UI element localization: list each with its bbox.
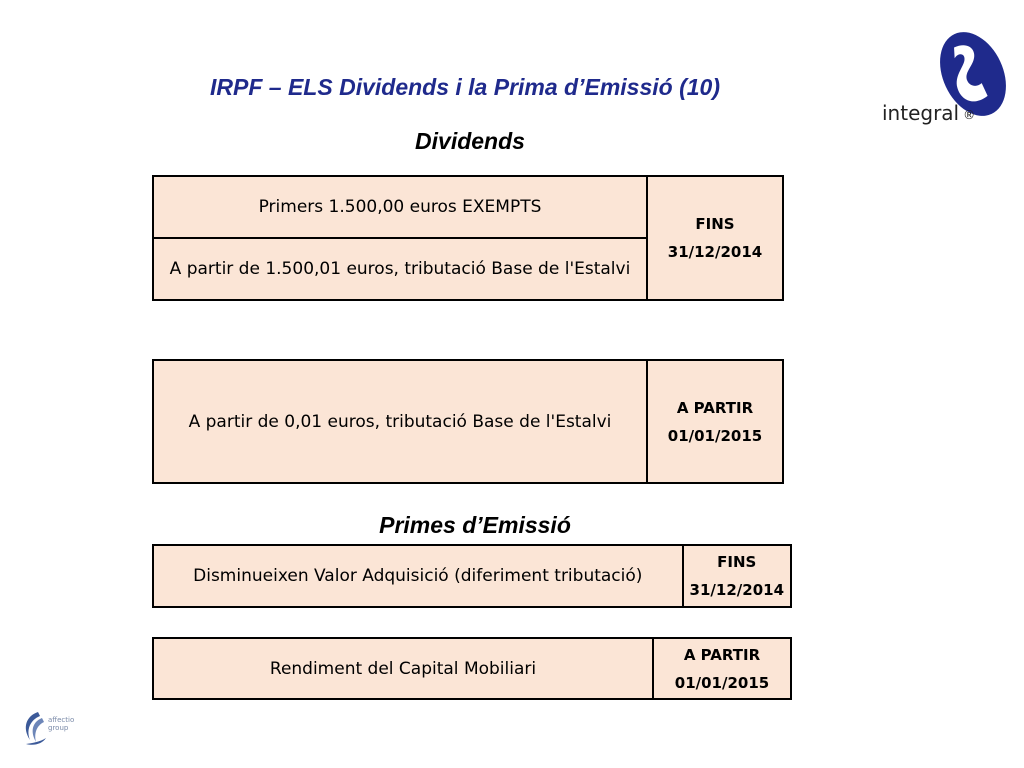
primes-capital-income-cell: Rendiment del Capital Mobiliari	[153, 638, 653, 699]
primes-period-cell	[683, 545, 791, 607]
period-date: 01/01/2015	[667, 426, 763, 445]
footer-line2: group	[48, 724, 69, 732]
registered-mark: ®	[963, 107, 976, 122]
period-label: FINS	[695, 215, 735, 233]
period-label: A PARTIR	[676, 398, 754, 417]
footer-brand-text	[48, 716, 74, 732]
brand-name: integral	[882, 101, 960, 125]
dividends-taxed-cell: A partir de 1.500,01 euros, tributació Base de l'Estalvi	[153, 238, 647, 300]
dividends-new-period-cell	[647, 360, 783, 483]
dividends-heading: Dividends	[415, 128, 525, 154]
dividends-exempt-cell: Primers 1.500,00 euros EXEMPTS	[153, 176, 647, 238]
period-date: 01/01/2015	[674, 673, 770, 692]
period-label: FINS	[717, 553, 757, 571]
primes-table-from-2015	[152, 637, 792, 700]
footer-line1: affectio	[48, 716, 75, 724]
period-date: 31/12/2014	[689, 581, 784, 599]
brand-wordmark	[882, 101, 975, 125]
dividends-table-from-2015	[152, 359, 784, 484]
page-title: IRPF – ELS Dividends i la Prima d’Emissió (10)	[210, 74, 720, 100]
primes-reduce-value-cell: Disminueixen Valor Adquisició (diferiment tributació)	[153, 545, 683, 607]
period-label: A PARTIR	[683, 645, 761, 664]
primes-new-period-cell	[653, 638, 791, 699]
period-date: 31/12/2014	[667, 243, 763, 261]
dividends-table-until-2014	[152, 175, 784, 301]
primes-heading: Primes d’Emissió	[379, 512, 571, 538]
dividends-period-cell	[647, 176, 783, 300]
primes-table-until-2014	[152, 544, 792, 608]
dividends-new-rule-cell: A partir de 0,01 euros, tributació Base de l'Estalvi	[153, 360, 647, 483]
